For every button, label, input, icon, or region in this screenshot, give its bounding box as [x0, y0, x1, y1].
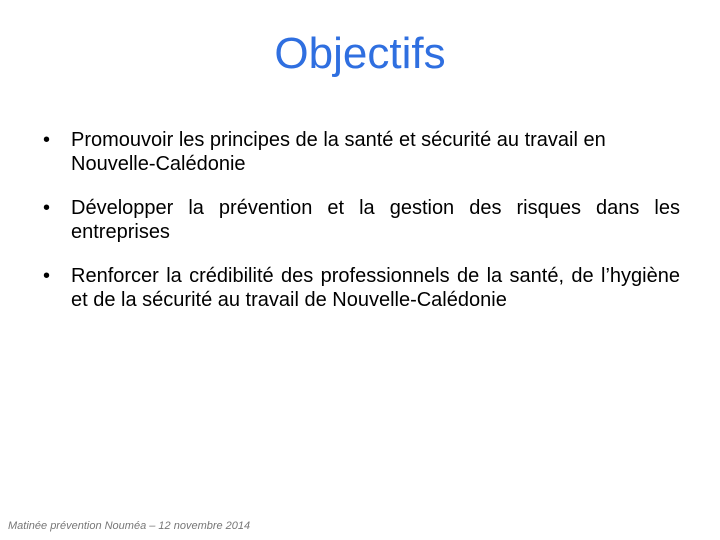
- bullet-icon: •: [43, 265, 51, 287]
- bullet-text: Renforcer la crédibilité des professionnels de la santé, de l’hygiène et de la sécurité au travail de Nouvelle-Calédonie: [71, 265, 680, 311]
- bullet-item: [40, 264, 680, 312]
- bullet-text: Promouvoir les principes de la santé et sécurité au travail en Nouvelle-Calédonie: [71, 129, 606, 175]
- bullet-list: [40, 128, 680, 332]
- bullet-text: Développer la prévention et la gestion des risques dans les entreprises: [71, 197, 680, 243]
- slide-footer: Matinée prévention Nouméa – 12 novembre 2014: [8, 520, 251, 532]
- slide-title: Objectifs: [274, 29, 446, 78]
- bullet-icon: •: [43, 197, 51, 219]
- bullet-icon: •: [43, 129, 51, 151]
- bullet-item: [40, 196, 680, 244]
- bullet-item: [40, 128, 680, 176]
